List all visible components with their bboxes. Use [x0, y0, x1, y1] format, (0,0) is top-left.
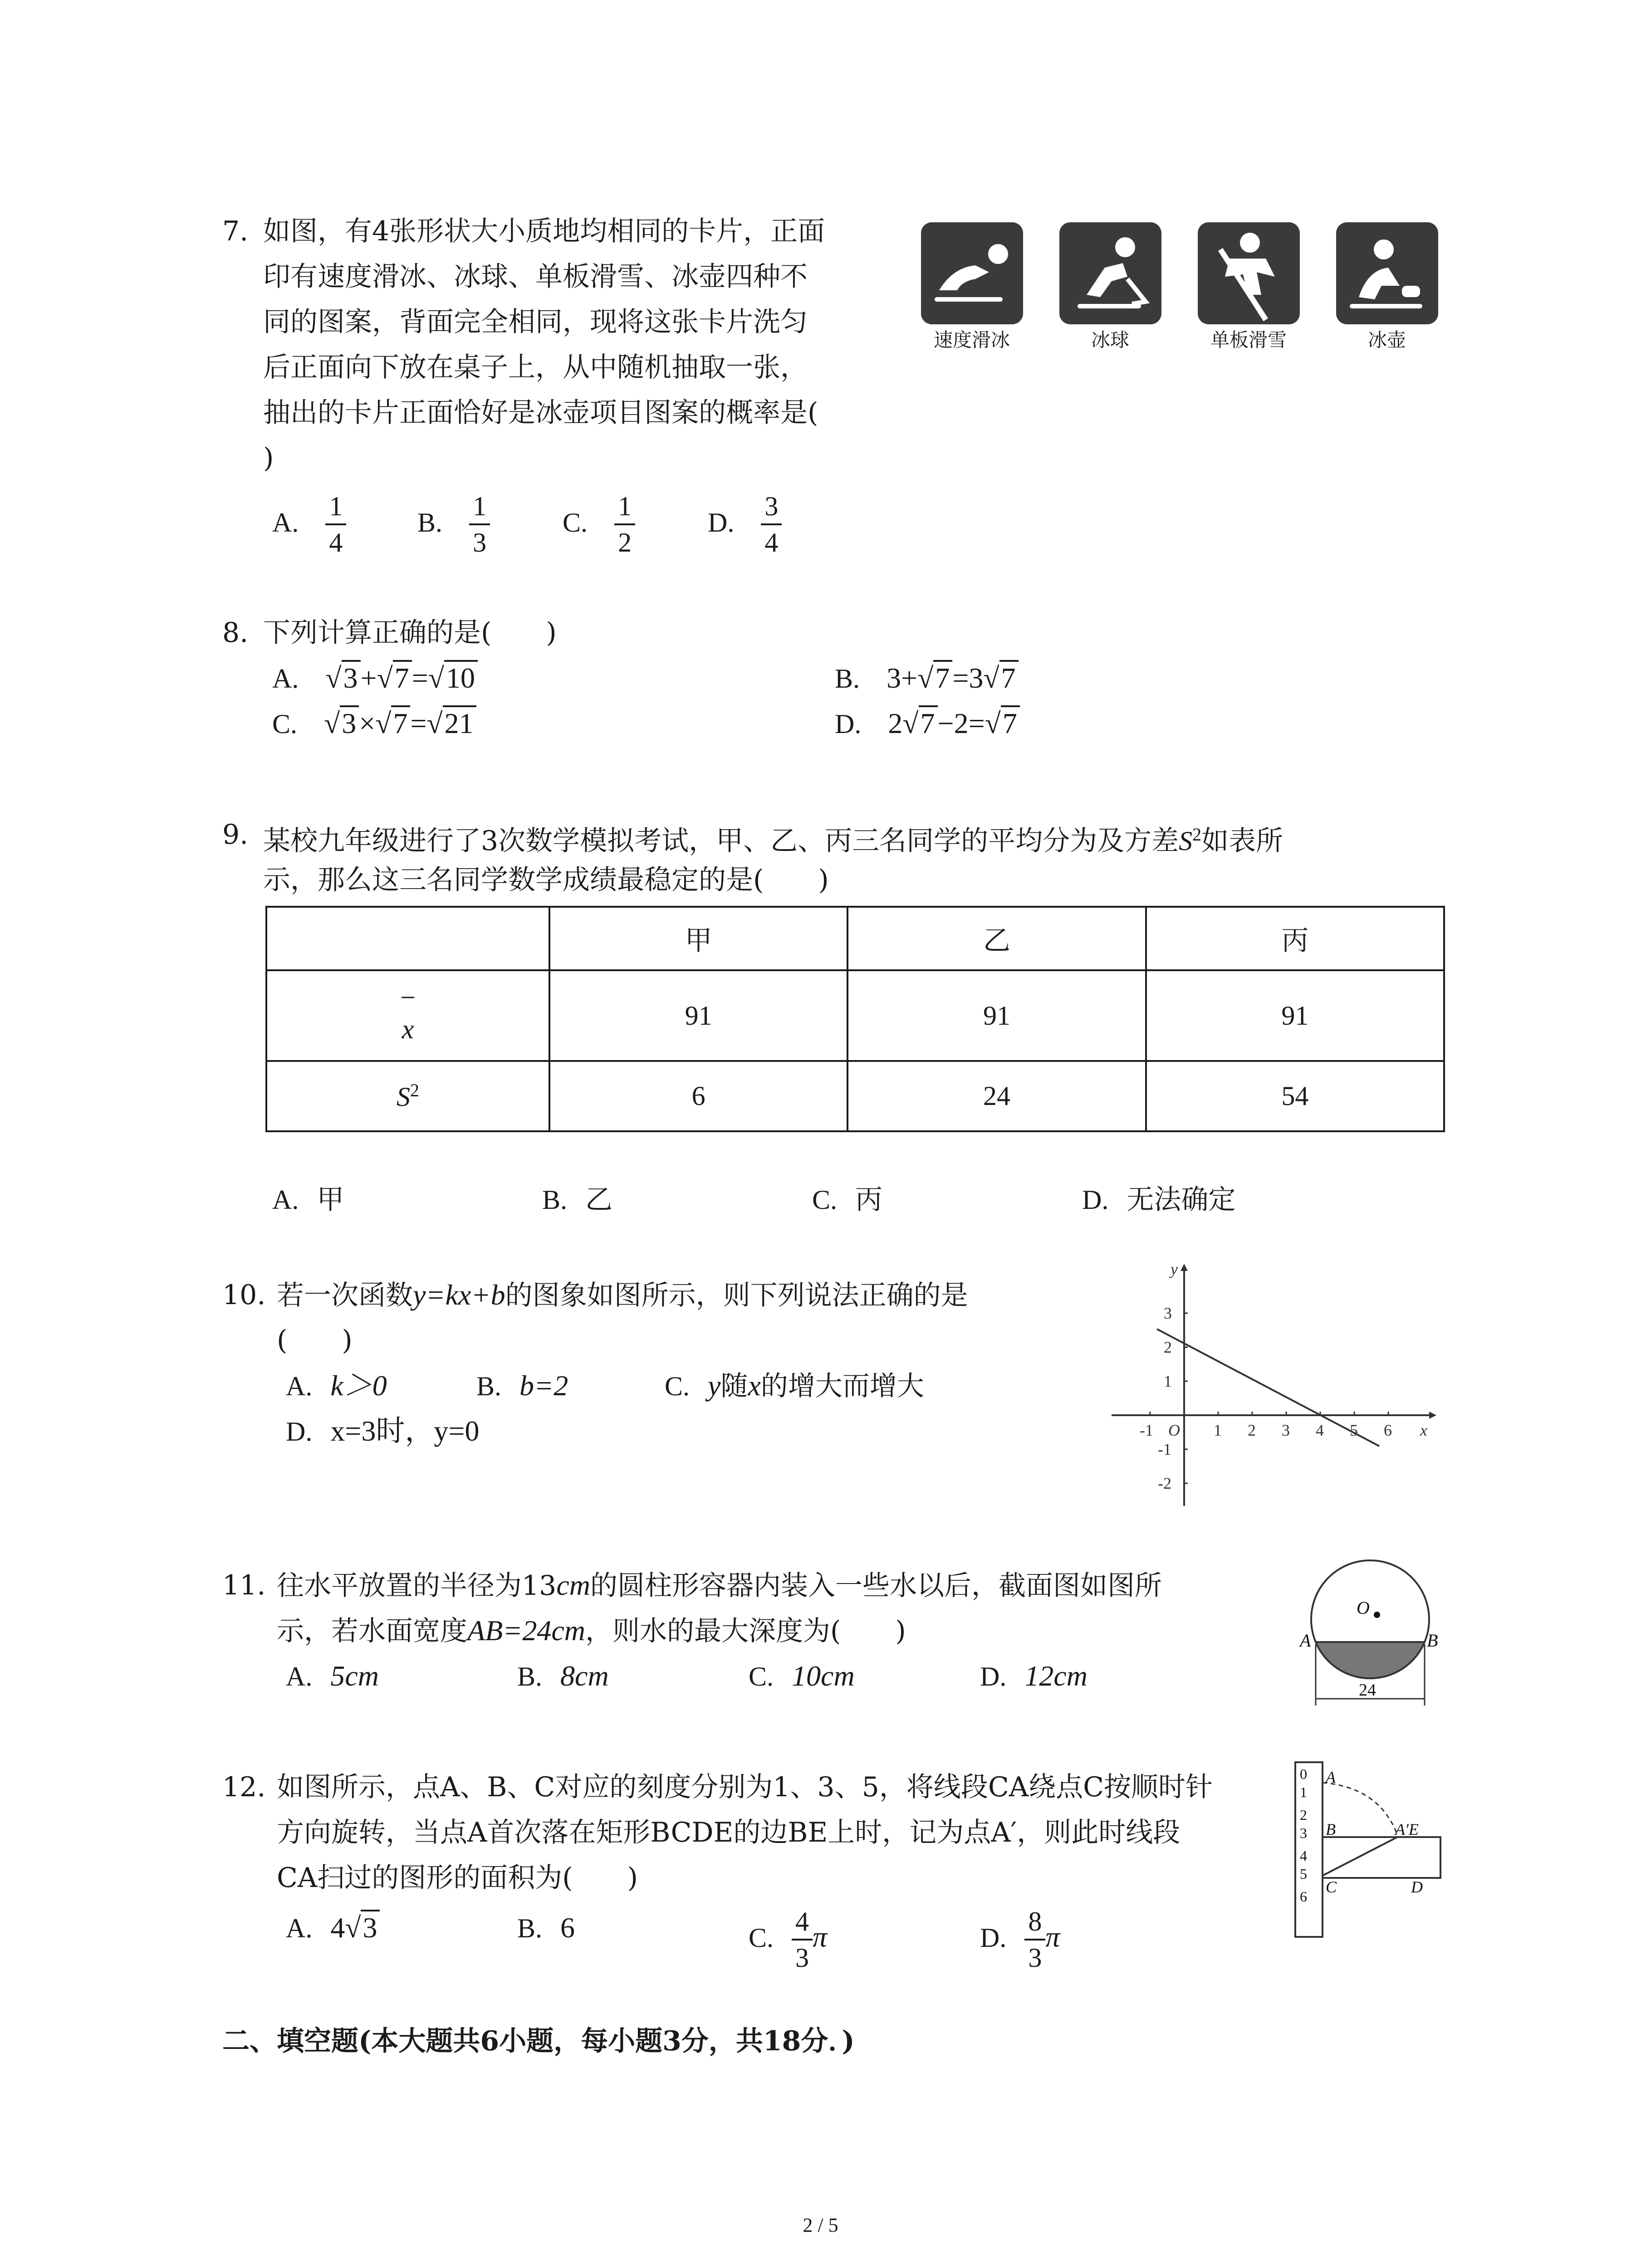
q10-number: 10.	[222, 1279, 266, 1311]
q10-option-c: C. y随x的增大而增大	[665, 1369, 924, 1402]
card-label-curling: 冰壶	[1367, 329, 1406, 351]
x-tick-label: 4	[1316, 1421, 1324, 1439]
q7-line-1: 如图，有4张形状大小质地均相同的卡片，正面	[263, 215, 825, 247]
x-axis-label: x	[1420, 1421, 1427, 1439]
sqrt-expression: √3+√7=√10	[325, 660, 478, 694]
function-line	[1157, 1329, 1379, 1446]
q12-line-1: 如图所示，点A、B、C对应的刻度分别为1、3、5，将线段CA绕点C按顺时针	[277, 1771, 1213, 1803]
fraction: $\frac{1}{2}$	[614, 490, 635, 559]
q12-option-c: C. $\frac{4}{3}$ π	[749, 1905, 827, 1974]
q8-stem: 下列计算正确的是( )	[263, 617, 557, 649]
table-cell: 54	[1146, 1061, 1444, 1131]
x-axis-arrow	[1429, 1412, 1436, 1419]
card-curling	[1336, 222, 1438, 324]
table-header-row	[266, 907, 1444, 970]
segment-ca-prime	[1323, 1837, 1397, 1876]
q7-line-4: 后正面向下放在桌子上，从中随机抽取一张，	[263, 352, 808, 383]
q8-option-d	[835, 701, 1020, 747]
q11-line-2: 示，若水面宽度AB=24cm，则水的最大深度为( )	[277, 1614, 906, 1647]
q8-option-a	[272, 655, 478, 701]
option-label: B.	[835, 664, 860, 694]
q10-line-1: 若一次函数y=kx+b的图象如图所示，则下列说法正确的是	[277, 1279, 968, 1311]
q7-option-b	[417, 490, 490, 559]
y-tick-label: 3	[1164, 1304, 1172, 1322]
table-cell: 91	[549, 970, 847, 1061]
q8-number: 8.	[222, 617, 249, 649]
rectangle-bcde	[1323, 1837, 1440, 1878]
water-segment	[1316, 1642, 1425, 1678]
sqrt-expression: 3+√7=3√7	[887, 660, 1018, 694]
point-b-label: B	[1427, 1630, 1438, 1651]
ruler-mark: 0	[1300, 1766, 1307, 1782]
q8-option-b	[835, 655, 1019, 701]
card-speed-skating	[921, 222, 1023, 324]
fraction: $\frac{3}{4}$	[761, 490, 782, 559]
option-label: A.	[272, 507, 299, 538]
q12-line-2: 方向旋转，当点A首次落在矩形BCDE的边BE上时，记为点A′，则此时线段	[277, 1817, 1181, 1848]
section-2-heading: 二、填空题(本大题共6小题，每小题3分，共18分．)	[222, 2025, 855, 2057]
x-tick-label: 6	[1384, 1421, 1392, 1439]
x-tick-label: 5	[1350, 1421, 1358, 1439]
y-tick-label: -1	[1158, 1440, 1171, 1458]
q10-option-b: B. b=2	[476, 1369, 568, 1402]
card-label-snowboard: 单板滑雪	[1210, 329, 1287, 351]
origin-label: O	[1168, 1421, 1180, 1439]
q10-line-2: ( )	[277, 1325, 353, 1356]
mean-symbol: − x	[266, 970, 549, 1061]
option-label: C.	[272, 709, 298, 739]
card-label-speed-skating: 速度滑冰	[933, 329, 1010, 351]
q8-option-c	[272, 701, 476, 747]
ruler-mark: 4	[1300, 1848, 1307, 1864]
q12-option-b: B. 6	[517, 1911, 575, 1944]
table-cell: 6	[549, 1061, 847, 1131]
q7-number: 7.	[222, 215, 249, 247]
q9-option-d: D. 无法确定	[1082, 1184, 1236, 1216]
q9-option-b: B. 乙	[542, 1184, 613, 1216]
q9-option-c: C. 丙	[812, 1184, 883, 1216]
x-tick-label: 3	[1282, 1421, 1290, 1439]
q12-option-d: D. $\frac{8}{3}$ π	[980, 1905, 1060, 1974]
y-tick-label: -2	[1158, 1474, 1171, 1492]
table-cell: 91	[847, 970, 1146, 1061]
point-a-prime-e-label: A′E	[1395, 1820, 1419, 1838]
table-row-mean	[266, 970, 1444, 1061]
table-cell: 91	[1146, 970, 1444, 1061]
ruler	[1295, 1762, 1323, 1937]
card-ice-hockey	[1059, 222, 1161, 324]
sqrt-expression: √3×√7=√21	[324, 705, 476, 739]
sqrt-expression: 2√7−2=√7	[888, 705, 1019, 739]
fraction: $\frac{1}{4}$	[325, 490, 346, 559]
y-tick-label: 1	[1164, 1372, 1172, 1390]
linear-function-graph	[1102, 1261, 1438, 1515]
page-number: 2 / 5	[803, 2214, 838, 2236]
q7-option-a	[272, 490, 346, 559]
x-tick-label: 2	[1248, 1421, 1256, 1439]
option-label: C.	[563, 507, 588, 538]
ice-hockey-icon	[1059, 222, 1161, 324]
y-tick-label: 2	[1164, 1338, 1172, 1356]
q11-option-d: D. 12cm	[980, 1660, 1087, 1692]
q7-option-d	[708, 490, 782, 559]
snowboard-icon	[1198, 222, 1300, 324]
ruler-rotation-figure	[1293, 1760, 1443, 1941]
ruler-mark: 5	[1300, 1866, 1307, 1882]
q11-number: 11.	[222, 1569, 266, 1601]
curling-icon	[1336, 222, 1438, 324]
center-point	[1374, 1612, 1380, 1618]
q11-option-b: B. 8cm	[517, 1660, 609, 1692]
q11-option-a: A. 5cm	[286, 1660, 379, 1692]
q10-option-d: D. x=3时，y=0	[286, 1415, 480, 1447]
q9-line-1: 某校九年级进行了3次数学模拟考试，甲、乙、丙三名同学的平均分为及方差$S^2$如表所	[263, 824, 1283, 857]
point-a-label: A	[1326, 1768, 1336, 1786]
q7-line-2: 印有速度滑冰、冰球、单板滑雪、冰壶四种不	[263, 261, 808, 293]
q12-line-3: CA扫过的图形的面积为( )	[277, 1862, 638, 1894]
q9-option-a: A. 甲	[272, 1184, 344, 1216]
q12-number: 12.	[222, 1771, 266, 1803]
q11-line-1: 往水平放置的半径为13cm的圆柱形容器内装入一些水以后，截面图如图所	[277, 1569, 1162, 1602]
fraction: $\frac{8}{3}$	[1024, 1905, 1045, 1974]
ruler-mark: 1	[1300, 1784, 1307, 1800]
q9-number: 9.	[222, 819, 249, 850]
y-axis-arrow	[1181, 1264, 1188, 1271]
stats-table	[265, 906, 1445, 1132]
point-b-label: B	[1326, 1820, 1336, 1838]
table-header-cell	[266, 907, 549, 970]
q12-option-a: A. 4√3	[286, 1905, 380, 1951]
q7-line-6: )	[263, 442, 274, 474]
fraction: $\frac{1}{3}$	[469, 490, 490, 559]
card-label-ice-hockey: 冰球	[1091, 329, 1129, 351]
table-header-cell: 乙	[847, 907, 1146, 970]
option-label: B.	[417, 507, 443, 538]
point-d-label: D	[1411, 1878, 1423, 1896]
center-label: O	[1357, 1598, 1370, 1618]
speed-skating-icon	[921, 222, 1023, 324]
point-a-label: A	[1300, 1630, 1311, 1651]
ruler-mark: 2	[1300, 1807, 1307, 1823]
option-label: D.	[835, 709, 862, 739]
table-cell: 24	[847, 1061, 1146, 1131]
variance-symbol: $S^2$	[266, 1061, 549, 1131]
x-tick-label: -1	[1140, 1421, 1153, 1439]
point-c-label: C	[1326, 1878, 1337, 1896]
x-tick-label: 1	[1214, 1421, 1222, 1439]
q11-option-c: C. 10cm	[749, 1660, 855, 1692]
card-snowboard	[1198, 222, 1300, 324]
ruler-mark: 3	[1300, 1825, 1307, 1841]
option-label: D.	[708, 507, 735, 538]
width-label: 24	[1359, 1681, 1376, 1700]
q9-line-2: 示，那么这三名同学数学成绩最稳定的是( )	[263, 864, 829, 896]
cylinder-cross-section-figure	[1298, 1551, 1443, 1719]
q10-option-a: A. k＞0	[286, 1369, 387, 1402]
fraction: $\frac{4}{3}$	[792, 1905, 813, 1974]
q7-line-3: 同的图案，背面完全相同，现将这张卡片洗匀	[263, 306, 808, 338]
y-axis-label: y	[1171, 1261, 1178, 1278]
ruler-mark: 6	[1300, 1888, 1307, 1905]
table-row-variance	[266, 1061, 1444, 1131]
option-label: A.	[272, 664, 299, 694]
q7-line-5: 抽出的卡片正面恰好是冰壶项目图案的概率是(	[263, 397, 818, 429]
axis-ticks	[1150, 1313, 1388, 1483]
table-header-cell: 甲	[549, 907, 847, 970]
table-header-cell: 丙	[1146, 907, 1444, 970]
q7-option-c	[563, 490, 635, 559]
